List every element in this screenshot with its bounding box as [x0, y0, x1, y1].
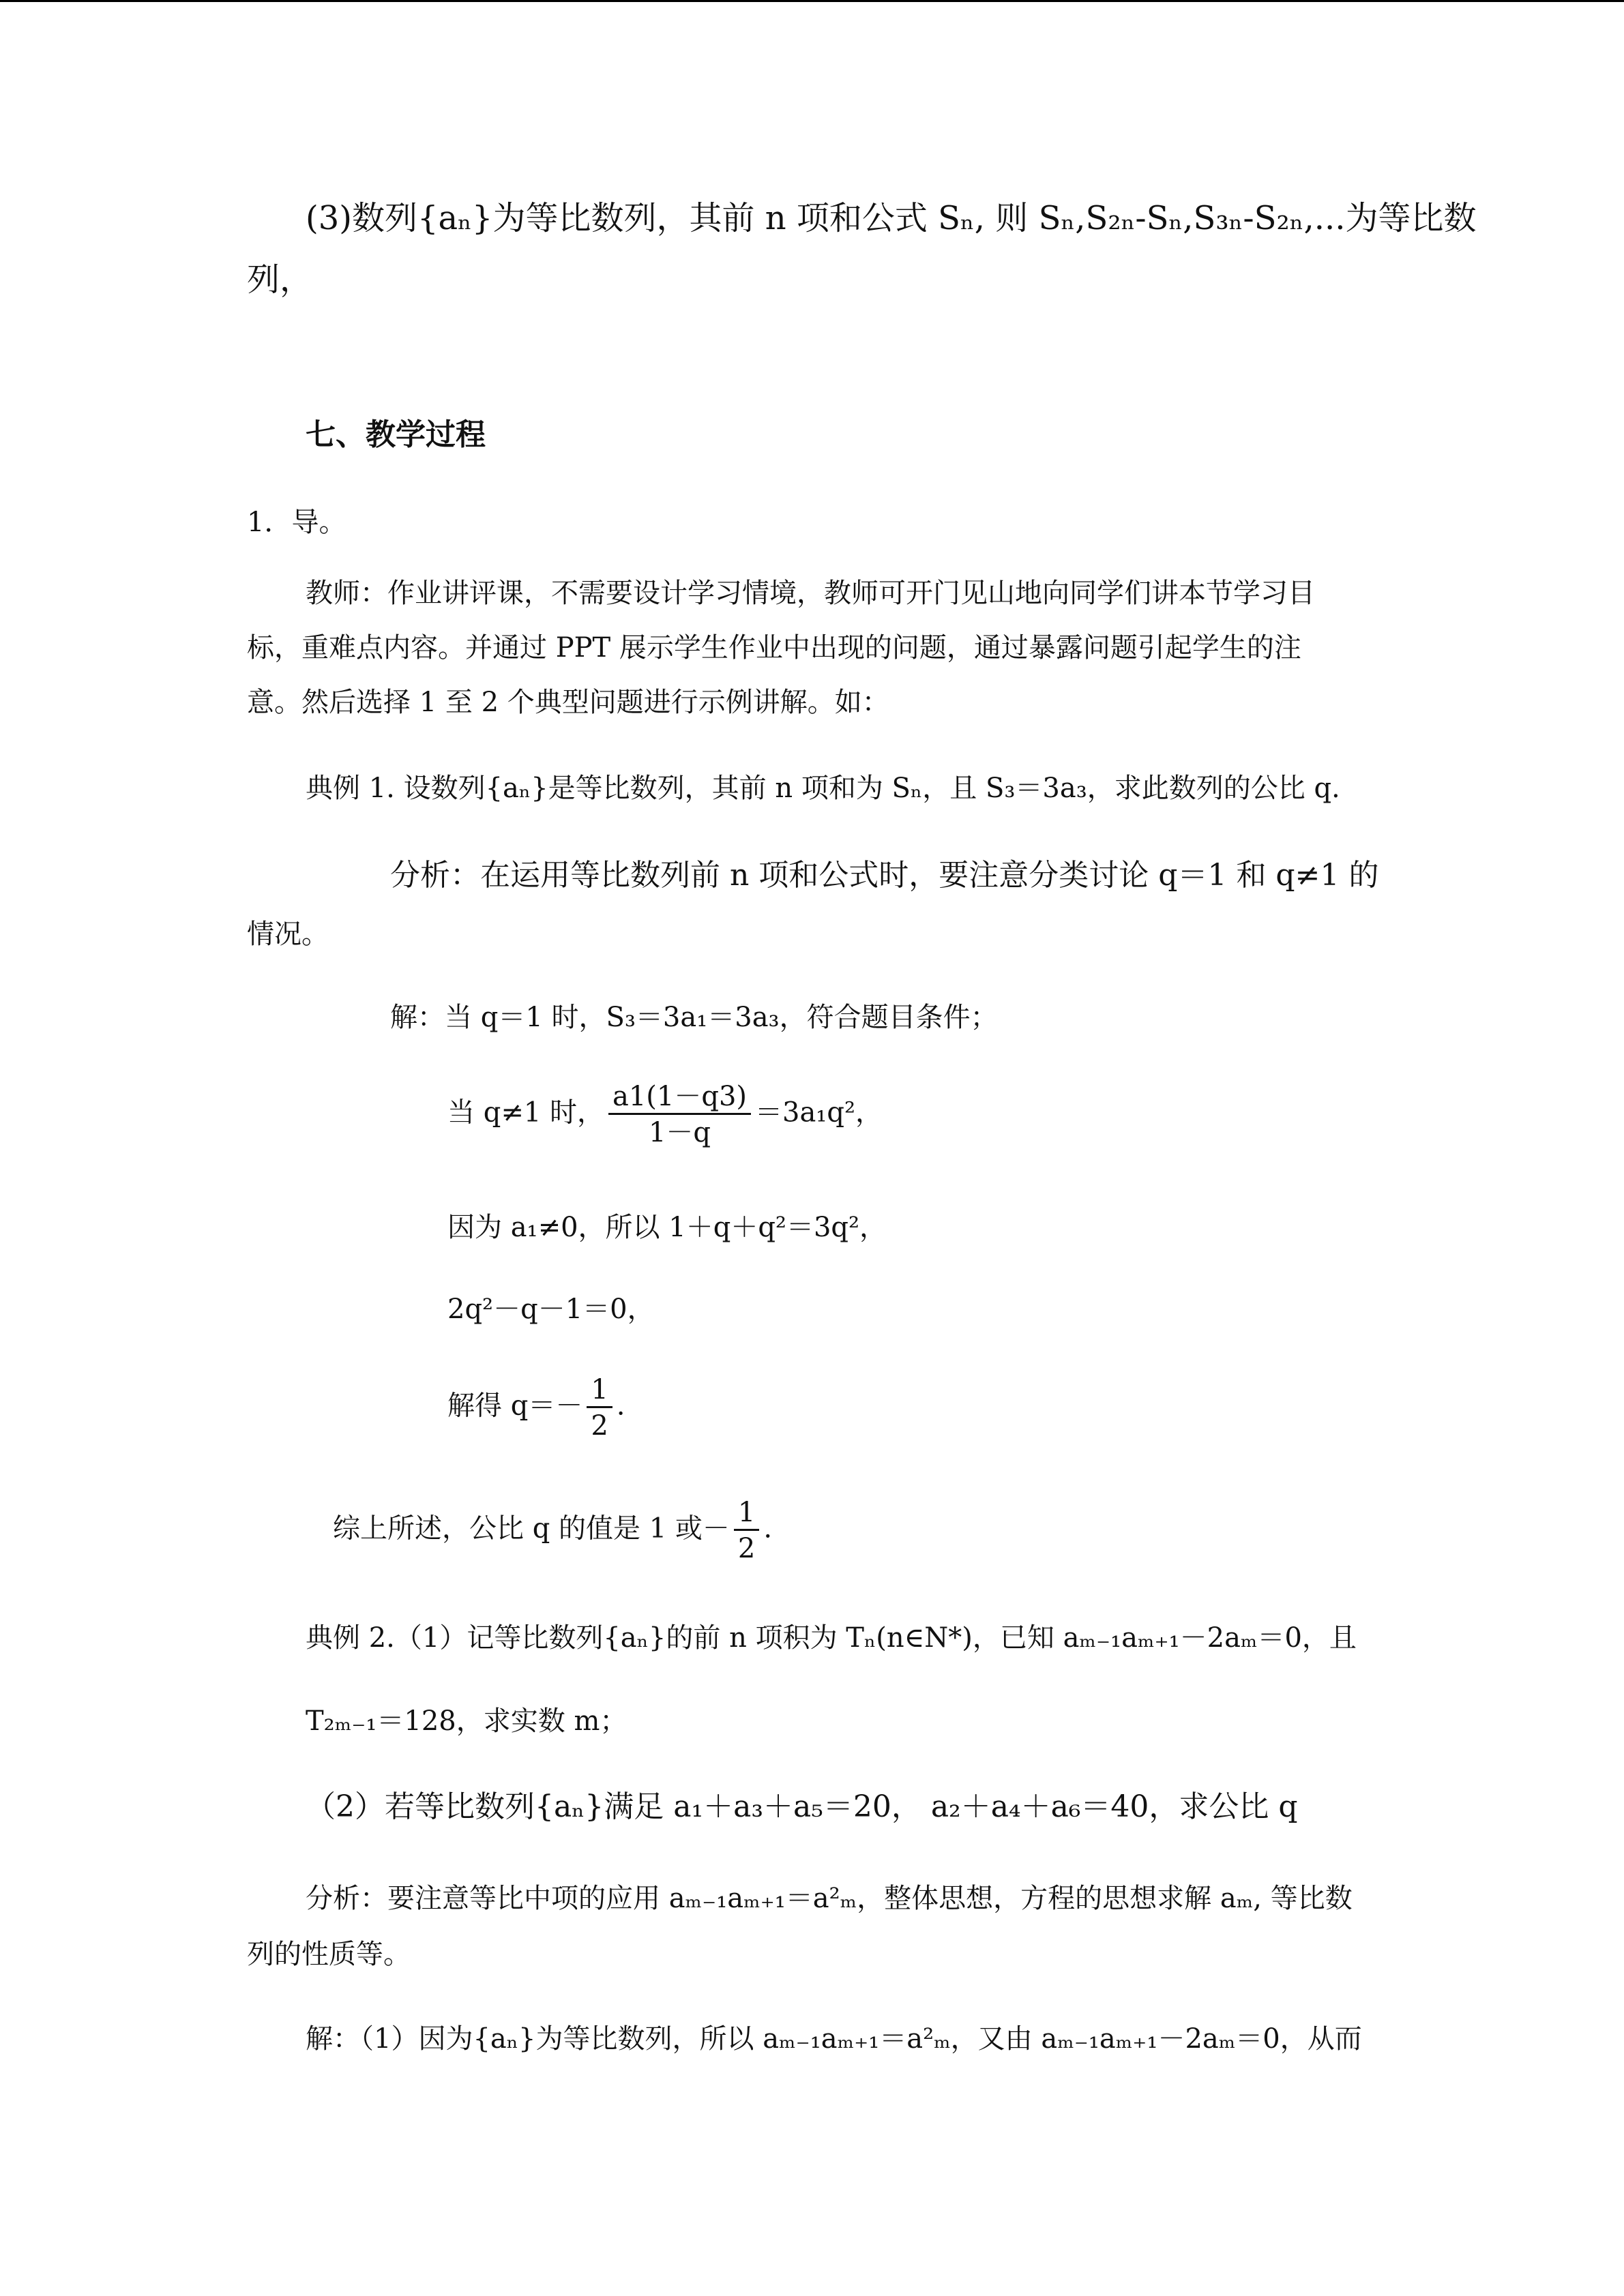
example-1-summary	[333, 1499, 772, 1562]
fraction-numerator: a1(1－q3)	[608, 1083, 751, 1115]
sum-formula-fraction	[608, 1083, 751, 1146]
summary-half-denominator: 2	[737, 1533, 756, 1564]
example-2-analysis-line-2: 列的性质等。	[247, 1939, 411, 1970]
example-2-line-2: T₂ₘ₋₁＝128，求实数 m；	[306, 1705, 628, 1737]
teacher-paragraph-line-2: 标，重难点内容。并通过 PPT 展示学生作业中出现的问题，通过暴露问题引起学生的注	[247, 632, 1301, 664]
example-2-analysis-line-1: 分析：要注意等比中项的应用 aₘ₋₁aₘ₊₁＝a²ₘ，整体思想，方程的思想求解 aₘ, 等比数	[306, 1883, 1353, 1914]
case-q-not-1-suffix: ＝3a₁q²，	[755, 1097, 883, 1129]
summary-prefix: 综上所述，公比 q 的值是 1 或－	[333, 1512, 730, 1545]
example-1-solution-line-4: 2q²－q－1＝0，	[447, 1294, 655, 1325]
example-1-analysis-line-2: 情况。	[247, 919, 329, 950]
section-heading: 七、教学过程	[306, 417, 486, 452]
solve-q-prefix: 解得 q＝－	[447, 1390, 583, 1422]
example-1-statement: 典例 1. 设数列{aₙ}是等比数列，其前 n 项和为 Sₙ，且 S₃＝3a₃，求此数列的公比 q.	[306, 773, 1340, 804]
summary-half-numerator: 1	[734, 1499, 759, 1531]
fraction-denominator: 1－q	[648, 1117, 711, 1148]
summary-half-fraction	[734, 1499, 759, 1562]
example-2-solution-line-1: 解：（1）因为{aₙ}为等比数列，所以 aₘ₋₁aₘ₊₁＝a²ₘ，又由 aₘ₋₁aₘ₊₁－2aₘ＝0，从而	[306, 2023, 1362, 2055]
example-2-line-3: （2）若等比数列{aₙ}满足 a₁＋a₃＋a₅＝20， a₂＋a₄＋a₆＝40，求公比 q	[306, 1789, 1298, 1824]
half-denominator: 2	[591, 1410, 608, 1442]
example-1-solution-line-1: 解：当 q＝1 时，S₃＝3a₁＝3a₃，符合题目条件；	[390, 1002, 998, 1033]
example-1-analysis-line-1: 分析：在运用等比数列前 n 项和公式时，要注意分类讨论 q＝1 和 q≠1 的	[390, 858, 1379, 893]
half-numerator: 1	[587, 1376, 612, 1408]
property-3-line-1: (3)数列{aₙ}为等比数列，其前 n 项和公式 Sₙ, 则 Sₙ,S₂ₙ-Sₙ,S₃ₙ-S₂ₙ,...为等比数	[306, 199, 1477, 237]
summary-suffix: .	[763, 1512, 773, 1545]
page-top-border	[0, 0, 1624, 2]
step-1-label: 1．导。	[247, 507, 346, 538]
half-fraction	[587, 1376, 612, 1440]
teacher-paragraph-line-1: 教师：作业讲评课，不需要设计学习情境，教师可开门见山地向同学们讲本节学习目	[306, 578, 1315, 609]
teacher-paragraph-line-3: 意。然后选择 1 至 2 个典型问题进行示例讲解。如：	[247, 687, 889, 718]
solve-q-suffix: .	[616, 1390, 625, 1422]
case-q-not-1-prefix: 当 q≠1 时，	[447, 1097, 604, 1129]
example-1-solution-line-5	[447, 1376, 625, 1440]
example-1-solution-line-3: 因为 a₁≠0，所以 1＋q＋q²＝3q²，	[447, 1212, 887, 1243]
property-3-line-2: 列，	[247, 260, 313, 299]
example-1-solution-line-2	[447, 1083, 883, 1146]
example-2-line-1: 典例 2.（1）记等比数列{aₙ}的前 n 项积为 Tₙ(n∈N*)，已知 aₘ₋₁aₘ₊₁－2aₘ＝0，且	[306, 1622, 1357, 1654]
